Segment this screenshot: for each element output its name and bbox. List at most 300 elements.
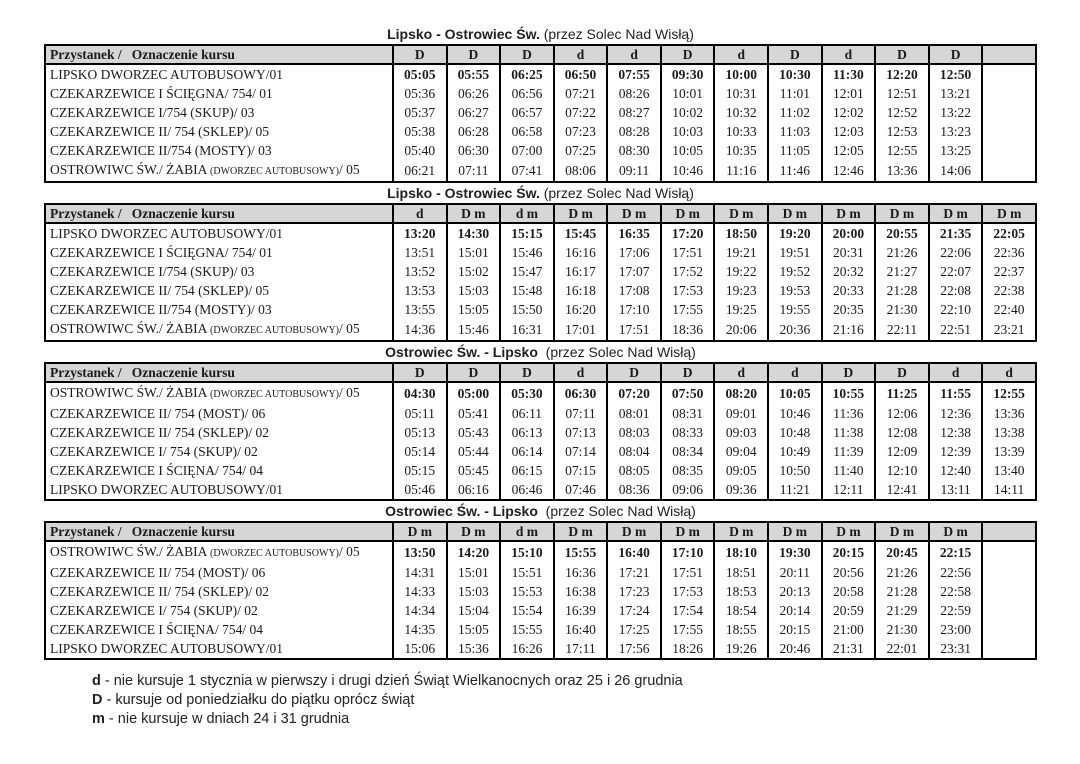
departure-time-cell: 05:00	[447, 382, 501, 404]
departure-time-cell: 12:05	[822, 141, 876, 160]
departure-time-cell: 11:46	[768, 160, 822, 182]
departure-time-cell: 13:52	[393, 262, 447, 281]
departure-time-cell: 13:53	[393, 281, 447, 300]
stop-row	[45, 620, 1036, 639]
departure-time-cell: 11:55	[929, 382, 983, 404]
departure-time-cell: 10:32	[714, 103, 768, 122]
departure-time-cell: 12:51	[875, 84, 929, 103]
departure-time-cell: 21:26	[875, 563, 929, 582]
departure-time-cell: 17:55	[661, 300, 715, 319]
departure-time-cell: 06:50	[554, 64, 608, 84]
departure-time-cell: 05:30	[500, 382, 554, 404]
departure-time-cell: 08:33	[661, 423, 715, 442]
departure-time-cell: 12:36	[929, 404, 983, 423]
departure-time-cell: 15:47	[500, 262, 554, 281]
departure-time-cell: 17:06	[607, 243, 661, 262]
departure-time-cell: 15:03	[447, 281, 501, 300]
departure-time-cell: 07:55	[607, 64, 661, 84]
stop-row	[45, 223, 1036, 243]
course-designation-header: D m	[554, 522, 608, 541]
course-designation-header: D	[447, 363, 501, 382]
departure-time-cell: 18:53	[714, 582, 768, 601]
course-designation-header: d m	[500, 204, 554, 223]
stop-name-cell: CZEKARZEWICE I ŚCIĘNA/ 754/ 04	[45, 461, 393, 480]
stop-row	[45, 84, 1036, 103]
departure-time-cell: 11:30	[822, 64, 876, 84]
timetable-table	[44, 203, 1037, 342]
departure-time-cell: 06:14	[500, 442, 554, 461]
course-designation-header: D m	[607, 204, 661, 223]
departure-time-cell: 17:10	[607, 300, 661, 319]
course-designation-header: d	[714, 363, 768, 382]
departure-time-cell: 17:23	[607, 582, 661, 601]
departure-time-cell: 12:53	[875, 122, 929, 141]
course-designation-header: D	[929, 45, 983, 64]
departure-time-cell: 12:03	[822, 122, 876, 141]
departure-time-cell: 12:40	[929, 461, 983, 480]
departure-time-cell: 08:26	[607, 84, 661, 103]
stop-row	[45, 442, 1036, 461]
empty-cell	[982, 103, 1036, 122]
stop-row	[45, 541, 1036, 563]
departure-time-cell: 21:28	[875, 281, 929, 300]
departure-time-cell: 13:40	[982, 461, 1036, 480]
stop-name-cell: CZEKARZEWICE I/ 754 (SKUP)/ 02	[45, 442, 393, 461]
departure-time-cell: 15:15	[500, 223, 554, 243]
departure-time-cell: 05:11	[393, 404, 447, 423]
departure-time-cell: 07:41	[500, 160, 554, 182]
departure-time-cell: 12:09	[875, 442, 929, 461]
departure-time-cell: 16:16	[554, 243, 608, 262]
departure-time-cell: 12:39	[929, 442, 983, 461]
course-designation-header: D	[500, 45, 554, 64]
departure-time-cell: 05:44	[447, 442, 501, 461]
course-designation-header: D m	[447, 522, 501, 541]
course-designation-header: d	[768, 363, 822, 382]
departure-time-cell: 16:39	[554, 601, 608, 620]
departure-time-cell: 05:13	[393, 423, 447, 442]
stop-name-cell: LIPSKO DWORZEC AUTOBUSOWY/01	[45, 480, 393, 500]
departure-time-cell: 17:21	[607, 563, 661, 582]
course-designation-header: D m	[822, 204, 876, 223]
departure-time-cell: 14:34	[393, 601, 447, 620]
timetable-section-2	[44, 185, 1037, 342]
table-title: Ostrowiec Św. - Lipsko (przez Solec Nad Wisłą)	[385, 503, 696, 519]
departure-time-cell: 08:36	[607, 480, 661, 500]
stop-name-cell: CZEKARZEWICE II/ 754 (SKLEP)/ 05	[45, 122, 393, 141]
departure-time-cell: 16:31	[500, 319, 554, 341]
departure-time-cell: 05:55	[447, 64, 501, 84]
departure-time-cell: 07:14	[554, 442, 608, 461]
departure-time-cell: 11:38	[822, 423, 876, 442]
departure-time-cell: 19:20	[768, 223, 822, 243]
course-designation-header: D m	[714, 522, 768, 541]
stop-row	[45, 262, 1036, 281]
departure-time-cell: 17:25	[607, 620, 661, 639]
departure-time-cell: 05:43	[447, 423, 501, 442]
departure-time-cell: 12:52	[875, 103, 929, 122]
stop-name-cell: CZEKARZEWICE I ŚCIĘGNA/ 754/ 01	[45, 84, 393, 103]
departure-time-cell: 16:38	[554, 582, 608, 601]
departure-time-cell: 07:21	[554, 84, 608, 103]
departure-time-cell: 10:05	[661, 141, 715, 160]
course-designation-header: D	[393, 363, 447, 382]
course-designation-header: D	[447, 45, 501, 64]
empty-cell	[982, 122, 1036, 141]
departure-time-cell: 06:56	[500, 84, 554, 103]
departure-time-cell: 21:31	[822, 639, 876, 659]
stop-row	[45, 141, 1036, 160]
stop-name-cell: CZEKARZEWICE I/754 (SKUP)/ 03	[45, 103, 393, 122]
departure-time-cell: 06:30	[554, 382, 608, 404]
departure-time-cell: 15:05	[447, 300, 501, 319]
stop-name-cell: LIPSKO DWORZEC AUTOBUSOWY/01	[45, 64, 393, 84]
course-designation-header: D m	[875, 522, 929, 541]
departure-time-cell: 13:36	[982, 404, 1036, 423]
departure-time-cell: 10:02	[661, 103, 715, 122]
departure-time-cell: 15:46	[500, 243, 554, 262]
departure-time-cell: 13:21	[929, 84, 983, 103]
departure-time-cell: 15:02	[447, 262, 501, 281]
departure-time-cell: 17:55	[661, 620, 715, 639]
departure-time-cell: 07:46	[554, 480, 608, 500]
stop-name-cell: CZEKARZEWICE II/ 754 (MOST)/ 06	[45, 404, 393, 423]
departure-time-cell: 09:03	[714, 423, 768, 442]
departure-time-cell: 05:46	[393, 480, 447, 500]
stop-name-cell: CZEKARZEWICE II/754 (MOSTY)/ 03	[45, 300, 393, 319]
departure-time-cell: 09:30	[661, 64, 715, 84]
stop-row	[45, 300, 1036, 319]
course-designation-header: D m	[929, 522, 983, 541]
departure-time-cell: 19:26	[714, 639, 768, 659]
footnote-d: d - nie kursuje 1 stycznia w pierwszy i drugi dzień Świąt Wielkanocnych oraz 25 i 26 grudnia	[92, 673, 683, 689]
course-designation-header: D	[875, 363, 929, 382]
footnote-D: D - kursuje od poniedziałku do piątku oprócz świąt	[92, 692, 415, 708]
stop-row	[45, 319, 1036, 341]
course-designation-header: D m	[875, 204, 929, 223]
departure-time-cell: 08:20	[714, 382, 768, 404]
departure-time-cell: 06:58	[500, 122, 554, 141]
departure-time-cell: 15:04	[447, 601, 501, 620]
stop-row	[45, 64, 1036, 84]
departure-time-cell: 15:03	[447, 582, 501, 601]
empty-cell	[982, 160, 1036, 182]
departure-time-cell: 09:06	[661, 480, 715, 500]
departure-time-cell: 20:59	[822, 601, 876, 620]
departure-time-cell: 12:11	[822, 480, 876, 500]
departure-time-cell: 09:04	[714, 442, 768, 461]
stop-row	[45, 122, 1036, 141]
course-designation-header: D	[500, 363, 554, 382]
course-designation-header: D m	[447, 204, 501, 223]
corner-header-cell: Przystanek / Oznaczenie kursu	[45, 45, 393, 64]
departure-time-cell: 06:27	[447, 103, 501, 122]
departure-time-cell: 22:40	[982, 300, 1036, 319]
course-designation-header: D	[661, 45, 715, 64]
departure-time-cell: 06:11	[500, 404, 554, 423]
departure-time-cell: 19:51	[768, 243, 822, 262]
departure-time-cell: 15:36	[447, 639, 501, 659]
departure-time-cell: 18:26	[661, 639, 715, 659]
stop-row	[45, 582, 1036, 601]
departure-time-cell: 08:30	[607, 141, 661, 160]
departure-time-cell: 11:01	[768, 84, 822, 103]
departure-time-cell: 06:30	[447, 141, 501, 160]
departure-time-cell: 05:05	[393, 64, 447, 84]
table-title: Lipsko - Ostrowiec Św. (przez Solec Nad Wisłą)	[387, 185, 694, 201]
departure-time-cell: 15:51	[500, 563, 554, 582]
departure-time-cell: 22:37	[982, 262, 1036, 281]
departure-time-cell: 11:39	[822, 442, 876, 461]
departure-time-cell: 12:10	[875, 461, 929, 480]
departure-time-cell: 10:49	[768, 442, 822, 461]
departure-time-cell: 16:40	[607, 541, 661, 563]
departure-time-cell: 22:10	[929, 300, 983, 319]
departure-time-cell: 21:28	[875, 582, 929, 601]
departure-time-cell: 08:27	[607, 103, 661, 122]
departure-time-cell: 14:33	[393, 582, 447, 601]
course-designation-header: D m	[982, 204, 1036, 223]
departure-time-cell: 12:08	[875, 423, 929, 442]
header-row	[45, 204, 1036, 223]
stop-name-cell: CZEKARZEWICE II/754 (MOSTY)/ 03	[45, 141, 393, 160]
departure-time-cell: 17:08	[607, 281, 661, 300]
course-designation-header: D m	[929, 204, 983, 223]
departure-time-cell: 15:45	[554, 223, 608, 243]
departure-time-cell: 17:07	[607, 262, 661, 281]
departure-time-cell: 15:10	[500, 541, 554, 563]
departure-time-cell: 13:11	[929, 480, 983, 500]
departure-time-cell: 20:31	[822, 243, 876, 262]
departure-time-cell: 20:55	[875, 223, 929, 243]
stop-name-cell: OSTROWIWC ŚW./ ŻABIA (DWORZEC AUTOBUSOWY)/ 05	[45, 382, 393, 404]
departure-time-cell: 07:23	[554, 122, 608, 141]
departure-time-cell: 08:34	[661, 442, 715, 461]
departure-time-cell: 07:20	[607, 382, 661, 404]
departure-time-cell: 23:31	[929, 639, 983, 659]
departure-time-cell: 11:36	[822, 404, 876, 423]
departure-time-cell: 21:30	[875, 620, 929, 639]
departure-time-cell: 14:36	[393, 319, 447, 341]
departure-time-cell: 15:53	[500, 582, 554, 601]
departure-time-cell: 10:46	[661, 160, 715, 182]
departure-time-cell: 20:15	[768, 620, 822, 639]
course-designation-header: d m	[500, 522, 554, 541]
stop-row	[45, 461, 1036, 480]
departure-time-cell: 07:15	[554, 461, 608, 480]
departure-time-cell: 22:58	[929, 582, 983, 601]
empty-cell	[982, 541, 1036, 563]
departure-time-cell: 16:36	[554, 563, 608, 582]
stop-name-cell: OSTROWIWC ŚW./ ŻABIA (DWORZEC AUTOBUSOWY)/ 05	[45, 541, 393, 563]
departure-time-cell: 19:52	[768, 262, 822, 281]
course-designation-header: d	[607, 45, 661, 64]
departure-time-cell: 17:20	[661, 223, 715, 243]
departure-time-cell: 07:00	[500, 141, 554, 160]
departure-time-cell: 20:46	[768, 639, 822, 659]
departure-time-cell: 06:26	[447, 84, 501, 103]
departure-time-cell: 12:46	[822, 160, 876, 182]
departure-time-cell: 10:55	[822, 382, 876, 404]
departure-time-cell: 17:10	[661, 541, 715, 563]
empty-cell	[982, 563, 1036, 582]
departure-time-cell: 16:20	[554, 300, 608, 319]
stop-row	[45, 563, 1036, 582]
corner-header-cell: Przystanek / Oznaczenie kursu	[45, 204, 393, 223]
stop-name-cell: CZEKARZEWICE I ŚCIĘNA/ 754/ 04	[45, 620, 393, 639]
departure-time-cell: 21:27	[875, 262, 929, 281]
course-designation-header: d	[554, 45, 608, 64]
departure-time-cell: 21:30	[875, 300, 929, 319]
corner-header-cell: Przystanek / Oznaczenie kursu	[45, 363, 393, 382]
departure-time-cell: 16:40	[554, 620, 608, 639]
departure-time-cell: 13:50	[393, 541, 447, 563]
departure-time-cell: 13:38	[982, 423, 1036, 442]
departure-time-cell: 15:06	[393, 639, 447, 659]
departure-time-cell: 19:25	[714, 300, 768, 319]
stop-row	[45, 480, 1036, 500]
departure-time-cell: 05:45	[447, 461, 501, 480]
departure-time-cell: 21:00	[822, 620, 876, 639]
stop-row	[45, 160, 1036, 182]
empty-cell	[982, 601, 1036, 620]
departure-time-cell: 20:35	[822, 300, 876, 319]
departure-time-cell: 20:56	[822, 563, 876, 582]
stop-name-cell: CZEKARZEWICE I/ 754 (SKUP)/ 02	[45, 601, 393, 620]
departure-time-cell: 14:31	[393, 563, 447, 582]
departure-time-cell: 15:55	[500, 620, 554, 639]
timetable-table	[44, 362, 1037, 501]
departure-time-cell: 16:17	[554, 262, 608, 281]
departure-time-cell: 20:13	[768, 582, 822, 601]
departure-time-cell: 16:35	[607, 223, 661, 243]
departure-time-cell: 13:22	[929, 103, 983, 122]
stop-name-cell: CZEKARZEWICE II/ 754 (MOST)/ 06	[45, 563, 393, 582]
departure-time-cell: 22:38	[982, 281, 1036, 300]
departure-time-cell: 22:15	[929, 541, 983, 563]
departure-time-cell: 09:36	[714, 480, 768, 500]
departure-time-cell: 16:26	[500, 639, 554, 659]
departure-time-cell: 23:00	[929, 620, 983, 639]
departure-time-cell: 11:03	[768, 122, 822, 141]
departure-time-cell: 07:11	[554, 404, 608, 423]
course-designation-header: D	[768, 45, 822, 64]
course-designation-header: d	[554, 363, 608, 382]
departure-time-cell: 11:21	[768, 480, 822, 500]
departure-time-cell: 15:01	[447, 243, 501, 262]
timetable-section-1	[44, 26, 1037, 183]
course-designation-header: d	[982, 363, 1036, 382]
stop-row	[45, 601, 1036, 620]
timetable-table	[44, 521, 1037, 660]
departure-time-cell: 15:48	[500, 281, 554, 300]
empty-cell	[982, 141, 1036, 160]
departure-time-cell: 08:28	[607, 122, 661, 141]
departure-time-cell: 07:50	[661, 382, 715, 404]
departure-time-cell: 19:55	[768, 300, 822, 319]
departure-time-cell: 19:30	[768, 541, 822, 563]
departure-time-cell: 06:13	[500, 423, 554, 442]
departure-time-cell: 22:59	[929, 601, 983, 620]
course-designation-header: D m	[661, 204, 715, 223]
departure-time-cell: 17:01	[554, 319, 608, 341]
empty-cell	[982, 84, 1036, 103]
departure-time-cell: 10:46	[768, 404, 822, 423]
departure-time-cell: 20:45	[875, 541, 929, 563]
course-designation-header: D	[875, 45, 929, 64]
stop-row	[45, 103, 1036, 122]
departure-time-cell: 17:54	[661, 601, 715, 620]
departure-time-cell: 10:48	[768, 423, 822, 442]
course-designation-header: D m	[554, 204, 608, 223]
empty-cell	[982, 639, 1036, 659]
departure-time-cell: 22:51	[929, 319, 983, 341]
departure-time-cell: 22:05	[982, 223, 1036, 243]
stop-name-cell: CZEKARZEWICE II/ 754 (SKLEP)/ 02	[45, 582, 393, 601]
timetable-section-3	[44, 344, 1037, 501]
departure-time-cell: 13:39	[982, 442, 1036, 461]
departure-time-cell: 06:25	[500, 64, 554, 84]
timetable-content	[44, 0, 1037, 729]
departure-time-cell: 17:52	[661, 262, 715, 281]
departure-time-cell: 19:23	[714, 281, 768, 300]
stop-name-cell: CZEKARZEWICE I/754 (SKUP)/ 03	[45, 262, 393, 281]
course-designation-header: D m	[607, 522, 661, 541]
stop-name-cell: CZEKARZEWICE II/ 754 (SKLEP)/ 02	[45, 423, 393, 442]
course-designation-header: D m	[822, 522, 876, 541]
departure-time-cell: 22:07	[929, 262, 983, 281]
empty-header-cell	[982, 522, 1036, 541]
course-designation-header: D m	[768, 522, 822, 541]
departure-time-cell: 05:14	[393, 442, 447, 461]
departure-time-cell: 19:21	[714, 243, 768, 262]
departure-time-cell: 05:40	[393, 141, 447, 160]
stop-row	[45, 243, 1036, 262]
departure-time-cell: 10:01	[661, 84, 715, 103]
departure-time-cell: 10:31	[714, 84, 768, 103]
departure-time-cell: 13:36	[875, 160, 929, 182]
departure-time-cell: 08:05	[607, 461, 661, 480]
departure-time-cell: 12:06	[875, 404, 929, 423]
table-title: Lipsko - Ostrowiec Św. (przez Solec Nad Wisłą)	[387, 26, 694, 42]
departure-time-cell: 13:25	[929, 141, 983, 160]
departure-time-cell: 17:11	[554, 639, 608, 659]
departure-time-cell: 11:02	[768, 103, 822, 122]
departure-time-cell: 15:54	[500, 601, 554, 620]
departure-time-cell: 05:15	[393, 461, 447, 480]
departure-time-cell: 13:55	[393, 300, 447, 319]
stop-name-cell: OSTROWIWC ŚW./ ŻABIA (DWORZEC AUTOBUSOWY)/ 05	[45, 319, 393, 341]
departure-time-cell: 12:41	[875, 480, 929, 500]
departure-time-cell: 16:18	[554, 281, 608, 300]
departure-time-cell: 11:25	[875, 382, 929, 404]
departure-time-cell: 06:46	[500, 480, 554, 500]
departure-time-cell: 06:21	[393, 160, 447, 182]
course-designation-header: d	[714, 45, 768, 64]
departure-time-cell: 20:14	[768, 601, 822, 620]
course-designation-header: d	[929, 363, 983, 382]
course-designation-header: D	[607, 363, 661, 382]
departure-time-cell: 17:53	[661, 281, 715, 300]
departure-time-cell: 15:05	[447, 620, 501, 639]
stop-name-cell: CZEKARZEWICE II/ 754 (SKLEP)/ 05	[45, 281, 393, 300]
departure-time-cell: 06:57	[500, 103, 554, 122]
departure-time-cell: 13:51	[393, 243, 447, 262]
stop-row	[45, 281, 1036, 300]
departure-time-cell: 12:20	[875, 64, 929, 84]
stop-row	[45, 404, 1036, 423]
departure-time-cell: 20:33	[822, 281, 876, 300]
